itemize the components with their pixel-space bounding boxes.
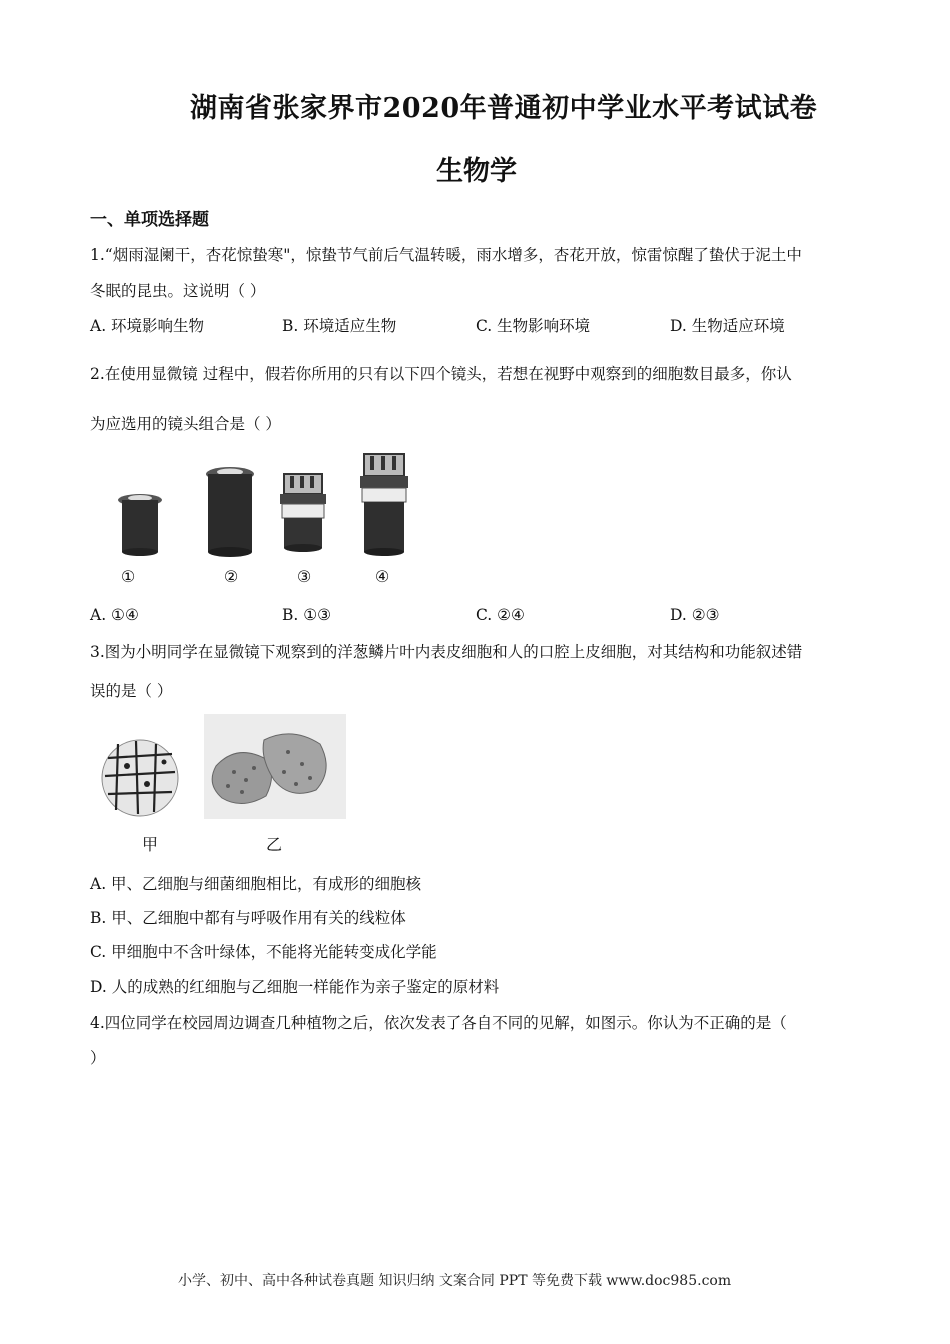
question-2-option-c: C. ②④ [476, 606, 525, 624]
onion-cell-icon [102, 740, 178, 816]
question-1-line-2: 冬眠的昆虫。这说明（ ） [90, 282, 266, 300]
question-4-line-2: ） [90, 1049, 106, 1067]
cell-label-yi: 乙 [265, 835, 282, 854]
cell-figure [96, 714, 346, 819]
question-3-option-b: B. 甲、乙细胞中都有与呼吸作用有关的线粒体 [90, 909, 406, 927]
question-1-option-d: D. 生物适应环境 [670, 317, 785, 335]
lens-label-4: ④ [374, 567, 390, 586]
question-2-option-d: D. ②③ [670, 606, 720, 624]
eyepiece-long-icon [206, 467, 254, 557]
section-heading: 一、单项选择题 [90, 210, 209, 230]
eyepiece-short-icon [118, 494, 162, 556]
page-subtitle: 生物学 [436, 156, 517, 187]
lens-label-2: ② [223, 567, 239, 586]
footer-text: 小学、初中、高中各种试卷真题 知识归纳 文案合同 PPT 等免费下载 www.doc985.com [178, 1273, 732, 1289]
objective-long-icon [360, 454, 408, 556]
question-3-option-a: A. 甲、乙细胞与细菌细胞相比，有成形的细胞核 [90, 875, 422, 893]
question-1-option-b: B. 环境适应生物 [282, 317, 397, 335]
objective-short-icon [280, 474, 326, 552]
question-1-option-c: C. 生物影响环境 [476, 317, 591, 335]
question-3-option-d: D. 人的成熟的红细胞与乙细胞一样能作为亲子鉴定的原材料 [90, 978, 500, 996]
question-1-line-1: 1.“烟雨湿阑干，杏花惊蛰寒"，惊蛰节气前后气温转暖，雨水增多，杏花开放，惊雷惊醒了蛰伏于泥土中 [90, 246, 802, 264]
lens-label-1: ① [120, 567, 136, 586]
question-3-line-2: 误的是（ ） [90, 682, 173, 700]
question-1-option-a: A. 环境影响生物 [90, 317, 205, 335]
lens-label-3: ③ [296, 567, 312, 586]
cell-label-jia: 甲 [141, 835, 158, 854]
question-2-option-a: A. ①④ [90, 606, 139, 624]
question-3-option-c: C. 甲细胞中不含叶绿体，不能将光能转变成化学能 [90, 943, 437, 961]
question-3-line-1: 3.图为小明同学在显微镜下观察到的洋葱鳞片叶内表皮细胞和人的口腔上皮细胞，对其结构和功能叙述错 [90, 643, 803, 661]
cheek-cell-icon [204, 714, 346, 819]
question-4-line-1: 4.四位同学在校园周边调查几种植物之后，依次发表了各自不同的见解，如图示。你认为不正确的是（ [90, 1014, 787, 1032]
page-title: 湖南省张家界市2020年普通初中学业水平考试试卷 [190, 93, 818, 124]
question-2-line-1: 2.在使用显微镜 过程中，假若你所用的只有以下四个镜头，若想在视野中观察到的细胞数目最多，你认 [90, 365, 792, 383]
question-2-line-2: 为应选用的镜头组合是（ ） [90, 415, 281, 433]
lens-figure [96, 452, 436, 562]
question-2-option-b: B. ①③ [282, 606, 332, 624]
